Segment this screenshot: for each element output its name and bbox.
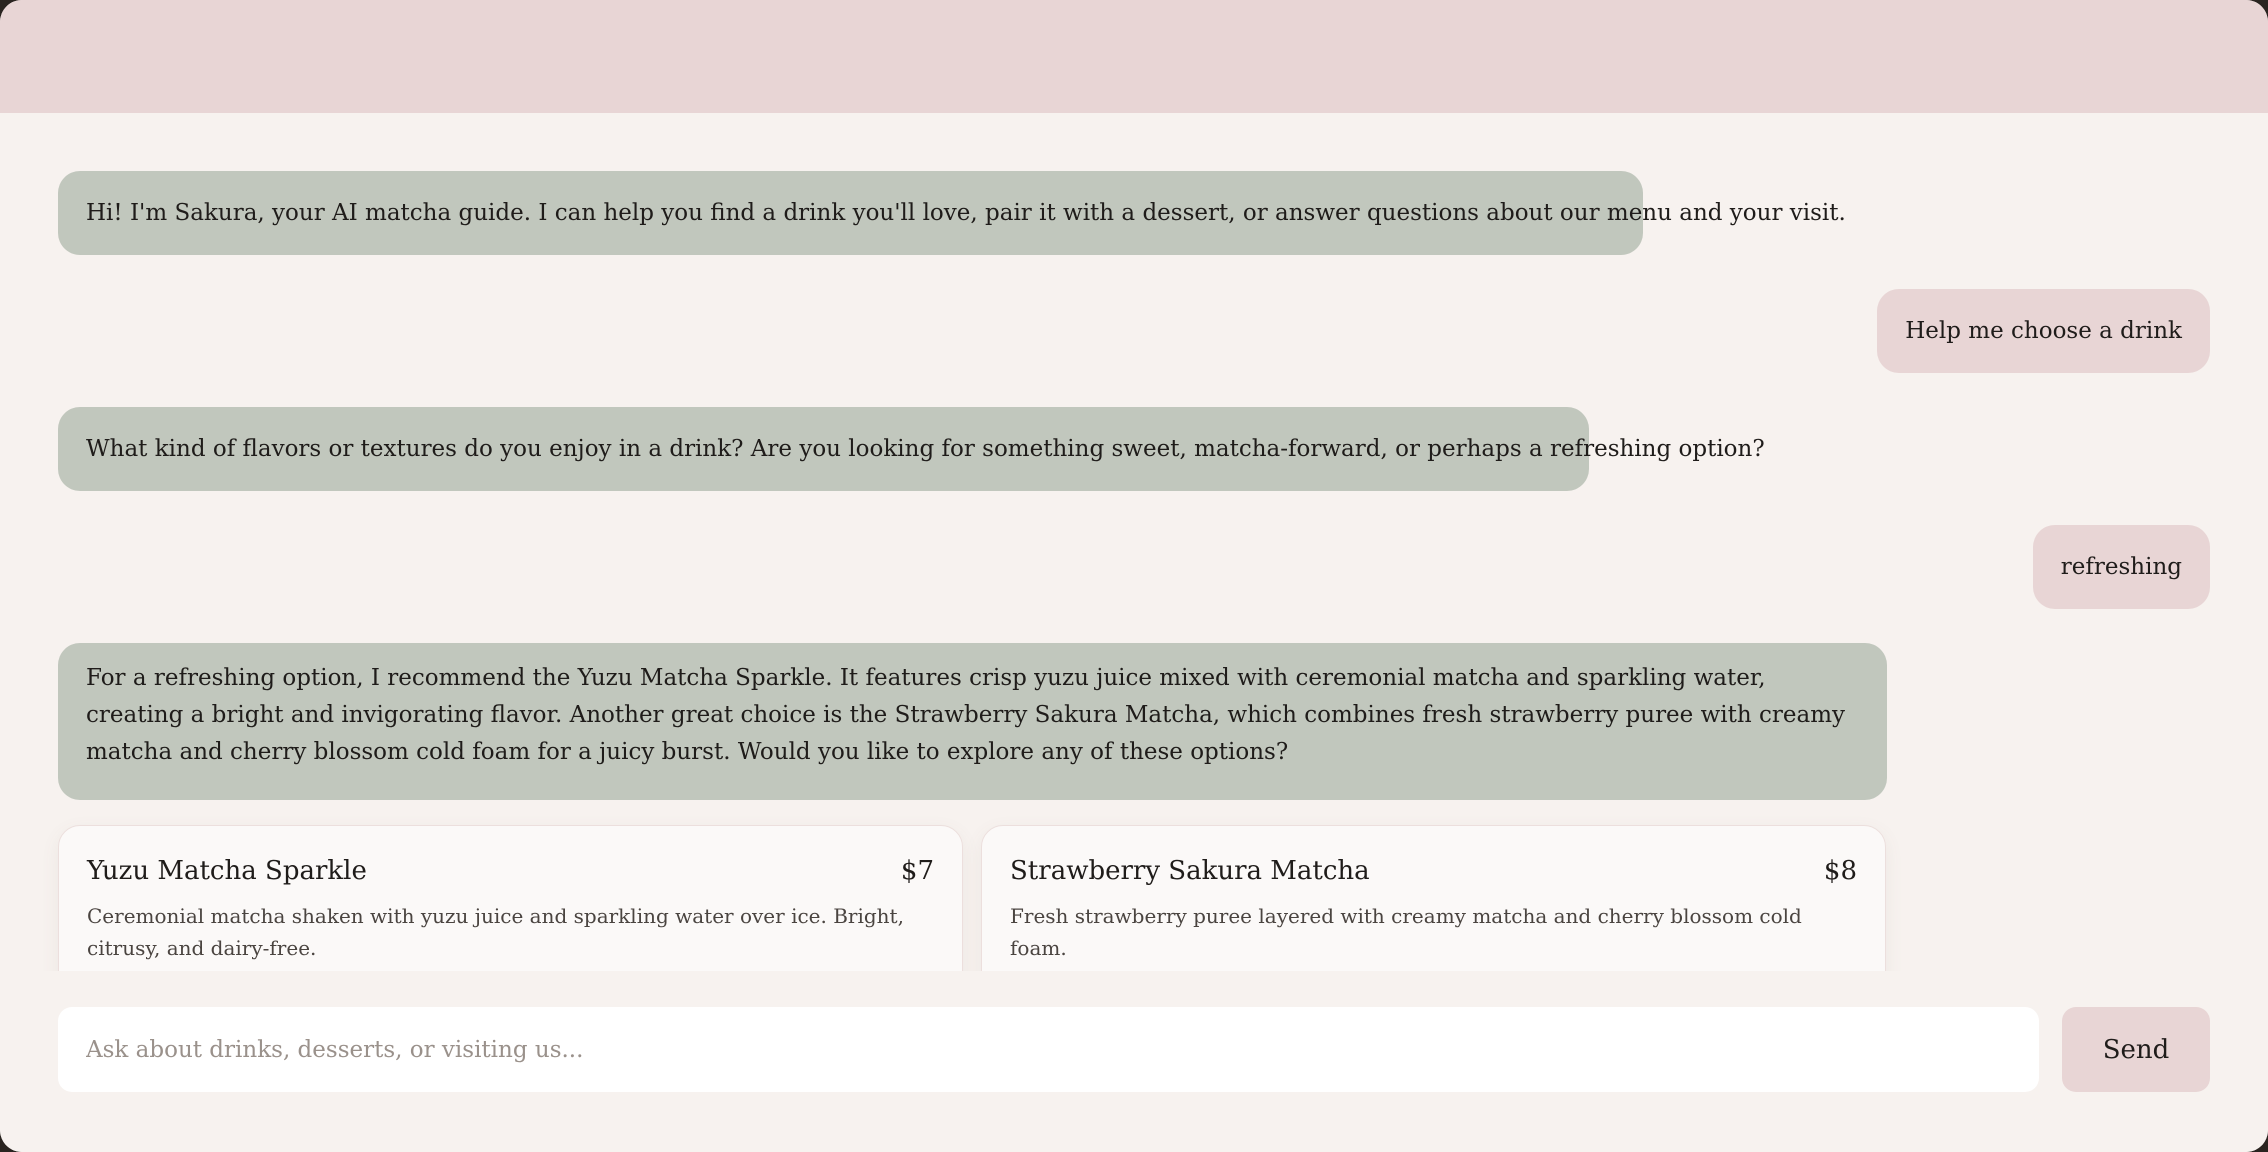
- message-input[interactable]: [58, 1007, 2039, 1092]
- assistant-message: What kind of flavors or textures do you enjoy in a drink? Are you looking for something sweet, matcha-forward, or perhaps a refreshing option?: [58, 407, 1589, 491]
- chat-area[interactable]: [0, 113, 2268, 971]
- assistant-message: Hi! I'm Sakura, your AI matcha guide. I can help you find a drink you'll love, pair it with a dessert, or answer questions about our menu and your visit.: [58, 171, 1643, 255]
- composer: [0, 971, 2268, 1152]
- drink-card-strawberry-sakura-matcha[interactable]: [981, 825, 1886, 971]
- drink-price: $7: [900, 856, 934, 886]
- user-message: Help me choose a drink: [1877, 289, 2210, 373]
- drink-description: Fresh strawberry puree layered with creamy matcha and cherry blossom cold foam.: [1010, 904, 1802, 960]
- drink-price: $8: [1823, 856, 1857, 886]
- drink-description: Ceremonial matcha shaken with yuzu juice and sparkling water over ice. Bright, citrusy, and dairy-free.: [87, 904, 904, 960]
- drink-card-yuzu-matcha-sparkle[interactable]: [58, 825, 963, 971]
- assistant-message: For a refreshing option, I recommend the Yuzu Matcha Sparkle. It features crisp yuzu juice mixed with ceremonial matcha and sparkling water, creating a bright and invigorating flavor. Another great choice is the Strawberry Sakura Matcha, which combines fresh strawberry puree with creamy matcha and cherry blossom cold foam for a juicy burst. Would you like to explore any of these options?: [58, 643, 1887, 800]
- drink-name: Strawberry Sakura Matcha: [1010, 856, 1370, 886]
- user-message: refreshing: [2033, 525, 2210, 609]
- app-header: [0, 0, 2268, 113]
- drink-name: Yuzu Matcha Sparkle: [87, 856, 367, 886]
- card-header: [87, 856, 934, 886]
- card-header: [1010, 856, 1857, 886]
- send-button[interactable]: Send: [2062, 1007, 2210, 1092]
